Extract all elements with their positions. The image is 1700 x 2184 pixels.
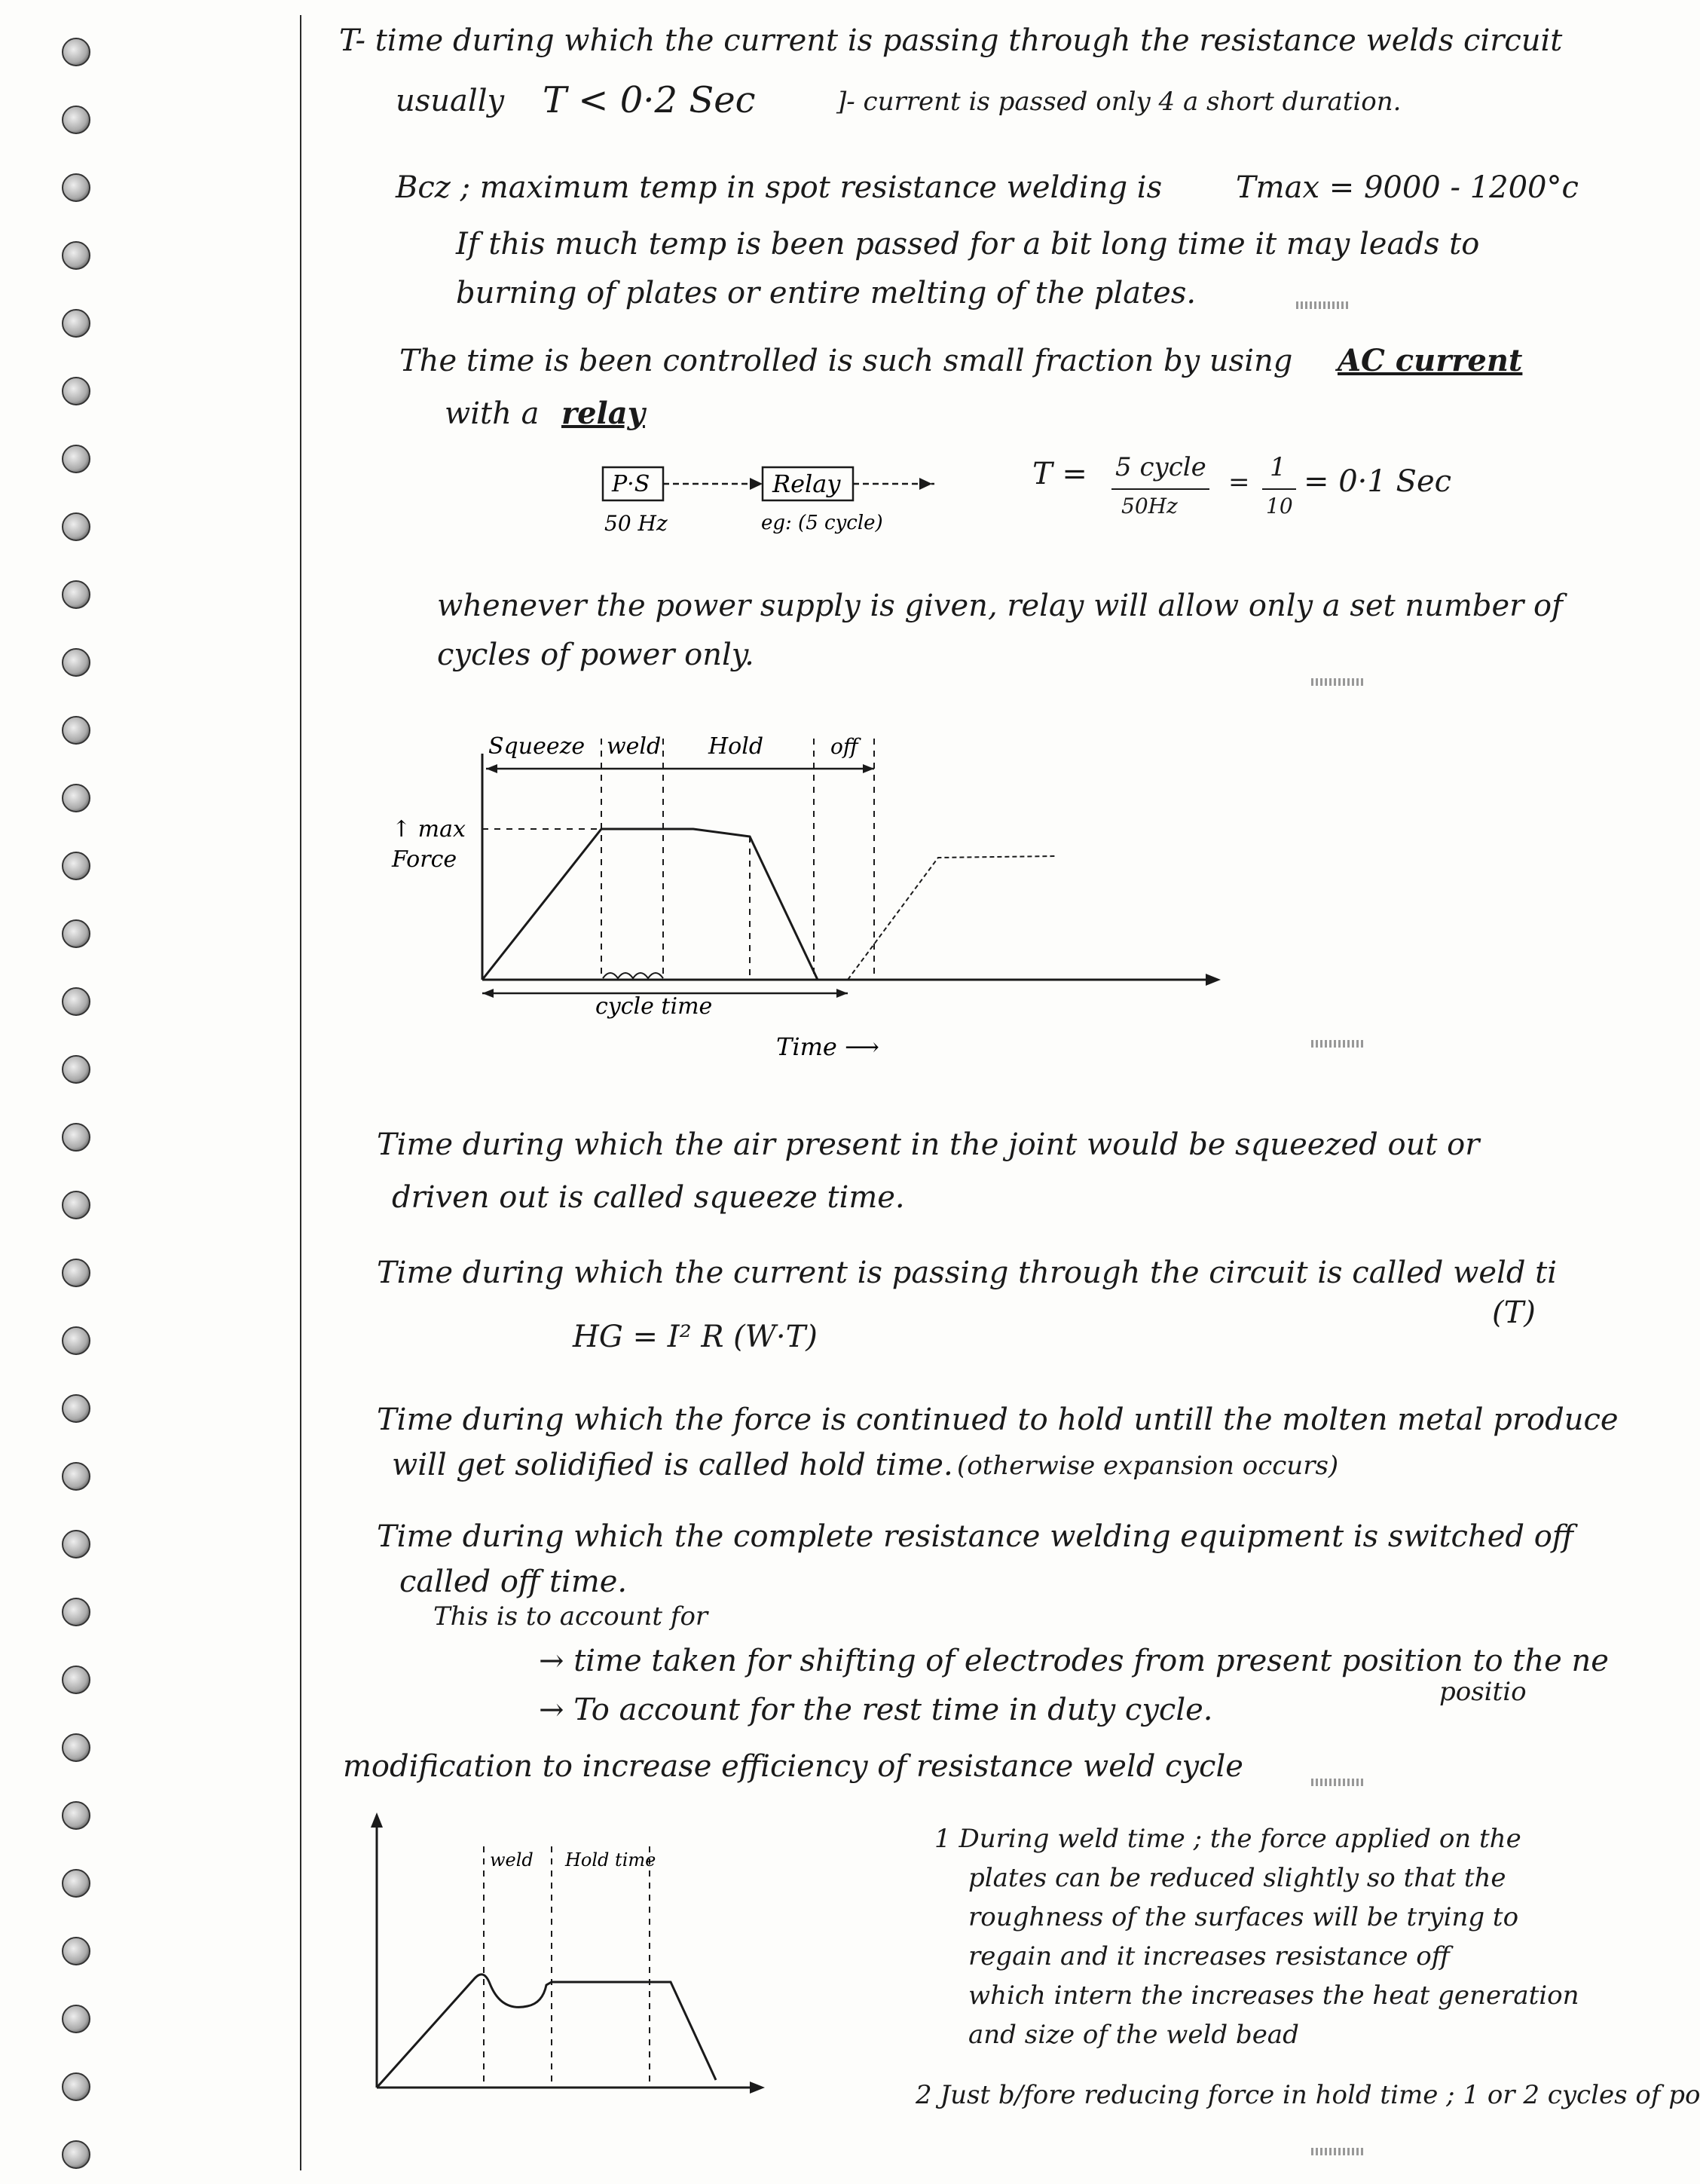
ac-current: AC current: [1338, 343, 1523, 378]
fraction-bar: [1262, 488, 1296, 490]
arrow-head-icon: [919, 478, 932, 490]
label-weld: weld: [607, 733, 662, 760]
ps-label: P·S: [612, 471, 650, 497]
formula-den: 50Hz: [1121, 494, 1178, 518]
y-axis-arrow-icon: [371, 1812, 383, 1828]
label-max: ↑ max: [392, 816, 466, 843]
line-8: whenever the power supply is given, relay will allow only a set number of: [437, 589, 1563, 623]
label-squeeze: Squeeze: [488, 733, 586, 760]
punch-hole-icon: [62, 173, 90, 202]
ink-smudge: [1311, 2148, 1364, 2155]
punch-hole-icon: [62, 1530, 90, 1558]
note-5: which intern the increases the heat generation: [968, 1981, 1579, 2011]
formula-num2: 1: [1270, 452, 1286, 482]
ink-smudge: [1296, 301, 1349, 309]
punch-hole-icon: [62, 1733, 90, 1762]
punch-hole-icon: [62, 309, 90, 338]
line-2-note: ]- current is passed only 4 a short duration.: [836, 87, 1402, 117]
ink-smudge: [1311, 1779, 1364, 1786]
arrow-head-icon: [486, 764, 497, 773]
arrow-head-icon: [750, 478, 763, 490]
arrow-head-icon: [863, 764, 874, 773]
punch-hole-icon: [62, 648, 90, 677]
label-off: off: [830, 734, 858, 759]
punch-hole-icon: [62, 1394, 90, 1423]
formula-eq: =: [1228, 467, 1250, 497]
force-curve: [482, 829, 848, 980]
next-cycle-curve: [848, 856, 1055, 980]
bullet-2: → To account for the rest time in duty cycle.: [539, 1693, 1213, 1727]
hold-def-2: will get solidified is called hold time.: [392, 1448, 953, 1482]
formula-lhs: T =: [1032, 457, 1087, 491]
formula-num: 5 cycle: [1115, 452, 1206, 482]
punch-hole-icon: [62, 1326, 90, 1355]
off-def-2: called off time.: [399, 1565, 628, 1599]
arrow-head-icon: [482, 989, 494, 998]
formula-den2: 10: [1266, 494, 1293, 518]
punch-hole-icon: [62, 852, 90, 880]
line-1: T- time during which the current is passing through the resistance welds circuit: [339, 23, 1563, 58]
line-3-tmax: Tmax = 9000 - 1200°c: [1236, 170, 1579, 205]
fraction-bar: [1111, 488, 1209, 490]
label-hold-2: Hold time: [565, 1849, 656, 1870]
punch-hole-icon: [62, 987, 90, 1016]
ps-sub: 50 Hz: [604, 511, 668, 536]
squeeze-def-2: driven out is called squeeze time.: [392, 1180, 905, 1215]
bullet-1-cont: positio: [1439, 1677, 1527, 1707]
note-2: plates can be reduced slightly so that the: [968, 1863, 1506, 1893]
off-def-3: This is to account for: [433, 1601, 708, 1632]
weld-def-1: Time during which the current is passing through the circuit is called weld ti: [377, 1256, 1558, 1290]
punch-hole-icon: [62, 919, 90, 948]
note-4: regain and it increases resistance off: [968, 1941, 1450, 1971]
punch-hole-icon: [62, 38, 90, 66]
punch-hole-icon: [62, 512, 90, 541]
block-diagram: [588, 452, 980, 550]
line-4: If this much temp is been passed for a bit long time it may leads to: [456, 227, 1480, 262]
line-6: The time is been controlled is such small fraction by using: [399, 344, 1293, 378]
hold-def-1: Time during which the force is continued to hold untill the molten metal produce: [377, 1402, 1619, 1437]
punch-hole-icon: [62, 241, 90, 270]
punch-hole-icon: [62, 2072, 90, 2101]
punch-hole-icon: [62, 716, 90, 745]
relay-sub: eg: (5 cycle): [761, 512, 883, 534]
punch-hole-icon: [62, 1869, 90, 1898]
ink-smudge: [1311, 1040, 1364, 1048]
relay-word: relay: [561, 396, 645, 431]
line-5: burning of plates or entire melting of the plates.: [456, 276, 1197, 310]
punch-hole-icon: [62, 784, 90, 812]
modified-cycle-chart: [354, 1809, 776, 2110]
squeeze-def-1: Time during which the air present in the joint would be squeezed out or: [377, 1127, 1480, 1162]
line-9: cycles of power only.: [437, 638, 754, 672]
punch-hole-icon: [62, 1259, 90, 1287]
ink-smudge: [1311, 678, 1364, 686]
x-axis-arrow-icon: [750, 2082, 765, 2094]
punch-hole-icon: [62, 580, 90, 609]
note-3: roughness of the surfaces will be trying to: [968, 1902, 1519, 1932]
punch-hole-icon: [62, 1666, 90, 1694]
punch-hole-icon: [62, 1123, 90, 1152]
punch-hole-icon: [62, 1598, 90, 1626]
punch-hole-icon: [62, 1191, 90, 1219]
punch-hole-icon: [62, 2005, 90, 2033]
label-time-axis: Time ⟶: [776, 1032, 879, 1061]
hold-def-note: (otherwise expansion occurs): [957, 1451, 1339, 1481]
x-axis-arrow-icon: [1206, 974, 1221, 986]
current-wave: [603, 973, 663, 978]
line-2-tau: T < 0·2 Sec: [543, 79, 756, 121]
punch-hole-icon: [62, 445, 90, 473]
modification-heading: modification to increase efficiency of resistance weld cycle: [343, 1749, 1243, 1784]
label-hold: Hold: [708, 733, 764, 760]
line-3: Bcz ; maximum temp in spot resistance welding is: [396, 170, 1163, 205]
binding-holes: [45, 23, 151, 2178]
line-2-usually: usually: [396, 84, 505, 118]
punch-hole-icon: [62, 1937, 90, 1965]
label-cycle-time: cycle time: [595, 993, 713, 1020]
note-6: and size of the weld bead: [968, 2020, 1299, 2050]
off-def-1: Time during which the complete resistance welding equipment is switched off: [377, 1519, 1574, 1554]
punch-hole-icon: [62, 106, 90, 134]
label-force: Force: [392, 846, 457, 873]
bullet-1: → time taken for shifting of electrodes from present position to the ne: [539, 1644, 1609, 1678]
note-1: 1 During weld time ; the force applied on the: [934, 1824, 1521, 1854]
weld-def-tau: (T): [1492, 1295, 1536, 1330]
punch-hole-icon: [62, 377, 90, 405]
punch-hole-icon: [62, 1055, 90, 1084]
punch-hole-icon: [62, 1462, 90, 1491]
formula-result: = 0·1 Sec: [1304, 464, 1452, 499]
arrow-head-icon: [836, 989, 848, 998]
punch-hole-icon: [62, 2140, 90, 2169]
modified-force-curve: [377, 1974, 716, 2088]
relay-label: Relay: [772, 470, 841, 498]
heat-formula: HG = I² R (W·T): [573, 1320, 818, 1354]
weld-cycle-chart: [377, 708, 1281, 1070]
line-7: with a: [445, 396, 540, 431]
note-7: 2 Just b/fore reducing force in hold time ; 1 or 2 cycles of po: [916, 2080, 1700, 2110]
label-weld-2: weld: [490, 1849, 534, 1870]
punch-hole-icon: [62, 1801, 90, 1830]
margin-line: [300, 15, 301, 2170]
